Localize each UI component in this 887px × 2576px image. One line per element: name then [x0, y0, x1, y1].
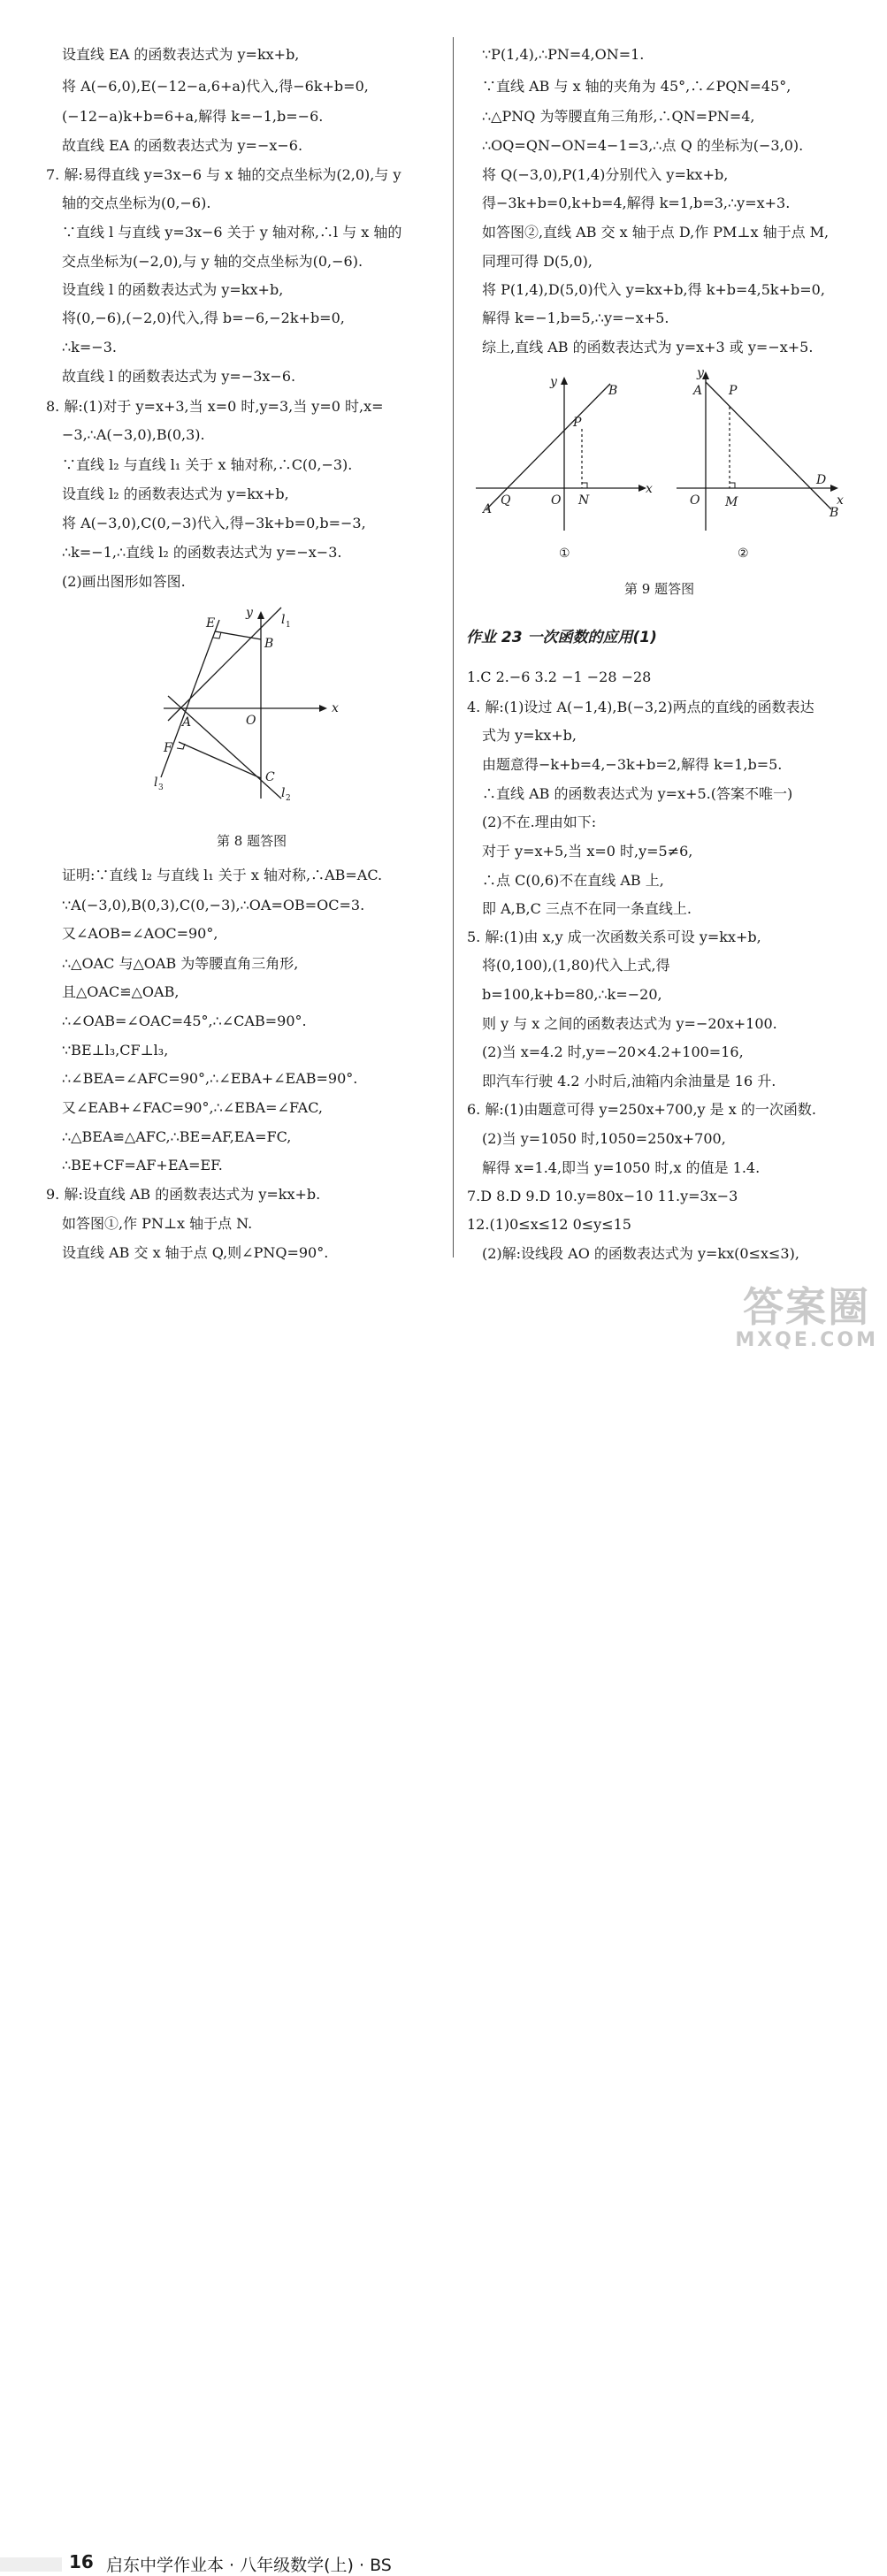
label-a-2: A — [693, 384, 703, 398]
text-line: ∴k=−1,∴直线 l₂ 的函数表达式为 y=−x−3. — [62, 544, 342, 561]
text-line: 7. 解:易得直线 y=3x−6 与 x 轴的交点坐标为(2,0),与 y — [46, 166, 401, 183]
section-title: 作业 23 一次函数的应用(1) — [466, 629, 657, 646]
text-line: 将 A(−3,0),C(0,−3)代入,得−3k+b=0,b=−3, — [62, 515, 366, 531]
right-angle-n — [582, 483, 587, 488]
text-line: 将 Q(−3,0),P(1,4)分别代入 y=kx+b, — [482, 166, 729, 183]
text-line: 故直线 l 的函数表达式为 y=−3x−6. — [62, 368, 296, 385]
text-line: 4. 解:(1)设过 A(−1,4),B(−3,2)两点的直线的函数表达 — [467, 699, 814, 715]
text-line: 式为 y=kx+b, — [482, 727, 577, 744]
label-b: B — [264, 637, 274, 651]
text-line: 故直线 EA 的函数表达式为 y=−x−6. — [62, 137, 303, 154]
segment-cf — [179, 742, 261, 778]
label-l1-sub: 1 — [286, 621, 291, 630]
text-line: ∵直线 l₂ 与直线 l₁ 关于 x 轴对称,∴C(0,−3). — [62, 456, 353, 473]
text-line: 即汽车行驶 4.2 小时后,油箱内余油量是 16 升. — [482, 1073, 776, 1089]
label-l1: l — [281, 613, 286, 627]
label-m: M — [725, 495, 738, 509]
label-o-1: O — [551, 493, 562, 508]
label-l2-sub: 2 — [286, 794, 291, 803]
text-line: 且△OAC≌△OAB, — [62, 983, 180, 1000]
text-line: ∴△OAC 与△OAB 为等腰直角三角形, — [62, 955, 299, 972]
text-line: 又∠AOB=∠AOC=90°, — [62, 925, 218, 942]
page-number: 16 — [69, 2551, 94, 2572]
text-line: 设直线 l₂ 的函数表达式为 y=kx+b, — [62, 485, 289, 502]
text-line: 得−3k+b=0,k+b=4,解得 k=1,b=3,∴y=x+3. — [482, 195, 791, 211]
text-line: ∴△BEA≌△AFC,∴BE=AF,EA=FC, — [62, 1128, 292, 1145]
text-line: ∵A(−3,0),B(0,3),C(0,−3),∴OA=OB=OC=3. — [62, 897, 365, 913]
text-line: ∴k=−3. — [62, 339, 117, 355]
figure-9-part-1 — [476, 375, 653, 561]
watermark-logo — [735, 1285, 878, 1351]
label-x: x — [332, 701, 339, 715]
line-ab-1 — [486, 384, 610, 509]
y-axis-arrow — [257, 611, 264, 619]
label-x-2: x — [837, 493, 844, 508]
label-q: Q — [501, 493, 511, 508]
right-angle-m — [730, 483, 735, 488]
label-y-2: y — [697, 366, 704, 380]
text-line: 7.D 8.D 9.D 10.y=80x−10 11.y=3x−3 — [467, 1188, 738, 1204]
text-line: (2)当 y=1050 时,1050=250x+700, — [482, 1130, 726, 1147]
text-line: 1.C 2.−6 3.2 −1 −28 −28 — [467, 669, 652, 685]
figure-9-part-2 — [677, 366, 844, 561]
label-o-2: O — [690, 493, 700, 508]
x-axis-arrow — [319, 705, 327, 712]
text-line: ∵直线 AB 与 x 轴的夹角为 45°,∴∠PQN=45°, — [482, 78, 791, 95]
text-line: b=100,k+b=80,∴k=−20, — [482, 986, 662, 1003]
label-b-1: B — [608, 384, 618, 398]
text-line: 即 A,B,C 三点不在同一条直线上. — [482, 900, 692, 917]
column-divider — [453, 37, 454, 1257]
label-c: C — [265, 770, 275, 784]
text-line: ∵直线 l 与直线 y=3x−6 关于 y 轴对称,∴l 与 x 轴的 — [62, 224, 402, 241]
text-line: (2)解:设线段 AO 的函数表达式为 y=kx(0≤x≤3), — [482, 1245, 799, 1262]
text-line: 解得 k=−1,b=5,∴y=−x+5. — [482, 310, 669, 326]
text-line: −3,∴A(−3,0),B(0,3). — [62, 426, 205, 443]
text-line: 将 P(1,4),D(5,0)代入 y=kx+b,得 k+b=4,5k+b=0, — [482, 281, 825, 298]
label-p-2: P — [729, 384, 738, 398]
text-line: (2)画出图形如答图. — [62, 573, 186, 590]
line-ab-2 — [706, 382, 831, 509]
text-line: 则 y 与 x 之间的函数表达式为 y=−20x+100. — [482, 1015, 777, 1032]
label-a: A — [182, 715, 192, 730]
label-circled-2: ② — [738, 547, 749, 561]
text-line: 6. 解:(1)由题意可得 y=250x+700,y 是 x 的一次函数. — [467, 1101, 816, 1118]
text-line: 交点坐标为(−2,0),与 y 轴的交点坐标为(0,−6). — [62, 253, 363, 270]
watermark-text: 答案圈 — [743, 1283, 871, 1331]
figure-9-diagram — [469, 363, 858, 566]
text-line: ∴点 C(0,6)不在直线 AB 上, — [482, 872, 664, 889]
text-line: (2)当 x=4.2 时,y=−20×4.2+100=16, — [482, 1043, 744, 1060]
text-line: 12.(1)0≤x≤12 0≤y≤15 — [467, 1216, 631, 1233]
text-line: ∴BE+CF=AF+EA=EF. — [62, 1157, 223, 1173]
text-line: 将(0,−6),(−2,0)代入,得 b=−6,−2k+b=0, — [62, 310, 345, 326]
text-line: 证明:∵直线 l₂ 与直线 l₁ 关于 x 轴对称,∴AB=AC. — [62, 867, 383, 883]
text-line: (2)不在.理由如下: — [482, 814, 597, 830]
text-line: 同理可得 D(5,0), — [482, 253, 593, 270]
figure-8-diagram — [141, 597, 354, 809]
label-x-1: x — [646, 482, 653, 496]
label-y-1: y — [550, 375, 557, 389]
label-n: N — [578, 493, 590, 508]
figure-9-caption: 第 9 题答图 — [624, 581, 695, 597]
text-line: 8. 解:(1)对于 y=x+3,当 x=0 时,y=3,当 y=0 时,x= — [46, 398, 384, 415]
label-b-2: B — [830, 506, 839, 520]
label-l2: l — [281, 786, 286, 800]
label-p-1: P — [573, 416, 582, 430]
text-line: 5. 解:(1)由 x,y 成一次函数关系可设 y=kx+b, — [467, 929, 761, 945]
text-line: 对于 y=x+5,当 x=0 时,y=5≠6, — [482, 843, 693, 860]
label-l3-sub: 3 — [158, 784, 164, 792]
text-line: 又∠EAB+∠FAC=90°,∴∠EBA=∠FAC, — [62, 1099, 323, 1116]
y-axis-arrow-1 — [561, 377, 568, 385]
text-line: 将(0,100),(1,80)代入上式,得 — [482, 957, 670, 974]
text-line: 如答图①,作 PN⊥x 轴于点 N. — [62, 1215, 253, 1232]
label-f: F — [164, 741, 172, 755]
book-title: 启东中学作业本 · 八年级数学(上) · BS — [106, 2556, 392, 2575]
label-circled-1: ① — [559, 547, 570, 561]
text-line: 将 A(−6,0),E(−12−a,6+a)代入,得−6k+b=0, — [62, 78, 369, 95]
text-line: ∴∠OAB=∠OAC=45°,∴∠CAB=90°. — [62, 1013, 307, 1029]
label-o: O — [246, 714, 256, 728]
text-line: 解得 x=1.4,即当 y=1050 时,x 的值是 1.4. — [482, 1159, 761, 1176]
footer-bar — [0, 2557, 62, 2572]
text-line: ∴△PNQ 为等腰直角三角形,∴QN=PN=4, — [482, 108, 755, 125]
text-line: 设直线 l 的函数表达式为 y=kx+b, — [62, 281, 284, 298]
text-line: ∵P(1,4),∴PN=4,ON=1. — [482, 46, 645, 63]
figure-8-caption: 第 8 题答图 — [217, 833, 287, 849]
text-line: 由题意得−k+b=4,−3k+b=2,解得 k=1,b=5. — [482, 756, 783, 773]
label-y: y — [246, 606, 253, 620]
label-a-1: A — [483, 502, 493, 516]
text-line: 如答图②,直线 AB 交 x 轴于点 D,作 PM⊥x 轴于点 M, — [482, 224, 830, 241]
text-line: 9. 解:设直线 AB 的函数表达式为 y=kx+b. — [46, 1186, 321, 1203]
text-line: 设直线 EA 的函数表达式为 y=kx+b, — [62, 46, 300, 63]
label-d: D — [816, 473, 827, 487]
text-line: ∴直线 AB 的函数表达式为 y=x+5.(答案不唯一) — [482, 785, 793, 802]
label-l3: l — [154, 776, 158, 790]
line-l1 — [168, 608, 281, 721]
text-line: (−12−a)k+b=6+a,解得 k=−1,b=−6. — [62, 108, 324, 125]
x-axis-arrow-2 — [830, 485, 838, 492]
text-line: ∵BE⊥l₃,CF⊥l₃, — [62, 1042, 169, 1059]
label-e: E — [206, 616, 216, 631]
text-line: 设直线 AB 交 x 轴于点 Q,则∠PNQ=90°. — [62, 1244, 329, 1261]
text-line: ∴OQ=QN−ON=4−1=3,∴点 Q 的坐标为(−3,0). — [482, 137, 804, 154]
text-line: 轴的交点坐标为(0,−6). — [62, 195, 211, 211]
text-line: ∴∠BEA=∠AFC=90°,∴∠EBA+∠EAB=90°. — [62, 1070, 358, 1087]
text-line: 综上,直线 AB 的函数表达式为 y=x+3 或 y=−x+5. — [482, 339, 814, 355]
watermark-url: MXQE.COM — [735, 1329, 878, 1351]
